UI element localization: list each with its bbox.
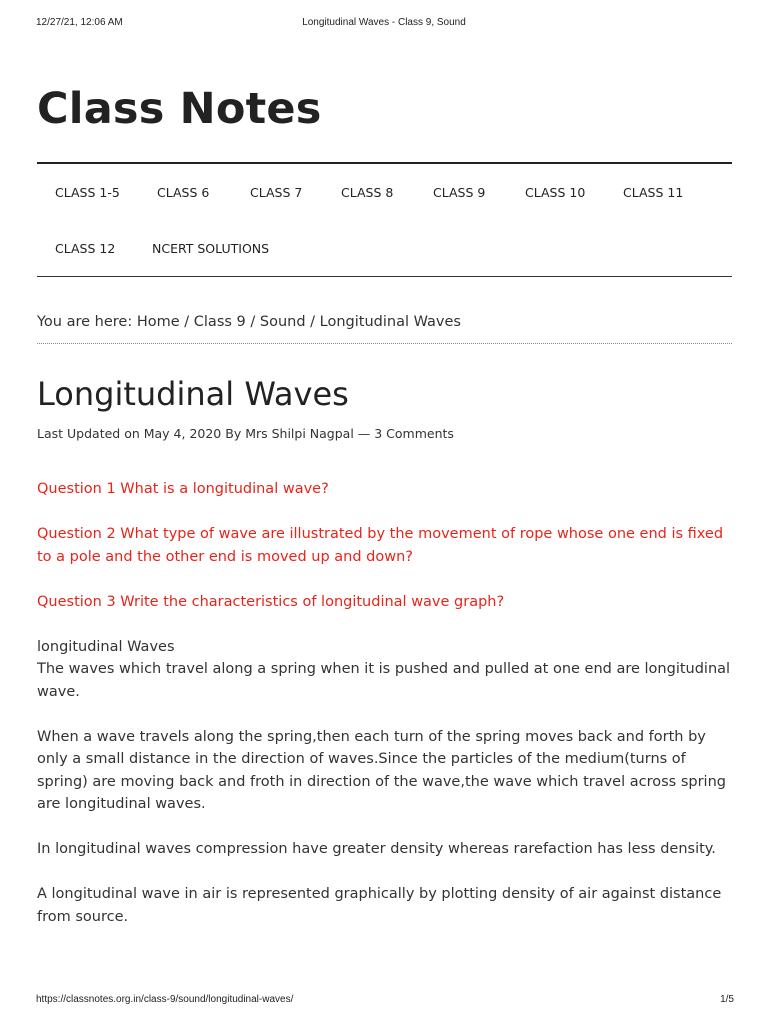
- breadcrumb-prefix: You are here:: [37, 314, 137, 330]
- nav-item-class-1-5[interactable]: CLASS 1-5: [55, 184, 120, 200]
- paragraph-1: The waves which travel along a spring when it is pushed and pulled at one end are longitudinal wave.: [37, 661, 731, 700]
- breadcrumb-divider: [37, 343, 732, 344]
- paragraph-4: A longitudinal wave in air is represented graphically by plotting density of air against distance from source.: [37, 886, 722, 925]
- section-heading-line: longitudinal Waves: [37, 638, 175, 655]
- print-header: [0, 17, 768, 31]
- nav-item-class-11[interactable]: CLASS 11: [623, 184, 684, 200]
- nav-item-class-12[interactable]: CLASS 12: [55, 240, 116, 256]
- meta-dash: —: [353, 426, 375, 441]
- breadcrumb-home[interactable]: Home: [136, 314, 180, 330]
- paragraph-3: In longitudinal waves compression have greater density whereas rarefaction has less density.: [37, 841, 716, 857]
- nav-item-class-9[interactable]: CLASS 9: [433, 184, 486, 200]
- breadcrumb-current: Longitudinal Waves: [319, 314, 461, 330]
- breadcrumb-separator: /: [305, 314, 320, 330]
- nav-divider: [37, 276, 732, 277]
- comments-link[interactable]: 3 Comments: [374, 426, 454, 441]
- question-1[interactable]: Question 1 What is a longitudinal wave?: [37, 481, 329, 497]
- site-title[interactable]: Class Notes: [37, 84, 322, 134]
- meta-by: By: [221, 426, 246, 441]
- print-page-number: 1/5: [720, 994, 734, 1005]
- meta-prefix: Last Updated on: [37, 426, 144, 441]
- print-datetime: 12/27/21, 12:06 AM: [36, 17, 123, 28]
- post-meta: [37, 426, 454, 441]
- post-content: [37, 478, 737, 951]
- post-author[interactable]: Mrs Shilpi Nagpal: [245, 426, 354, 441]
- post-date: May 4, 2020: [143, 426, 222, 441]
- nav-item-ncert-solutions[interactable]: NCERT SOLUTIONS: [152, 240, 270, 256]
- question-3[interactable]: Question 3 Write the characteristics of longitudinal wave graph?: [37, 593, 505, 610]
- nav-item-class-7[interactable]: CLASS 7: [250, 184, 303, 200]
- question-2[interactable]: Question 2 What type of wave are illustrated by the movement of rope whose one end is fixed to a pole and the other end is moved up and down?: [37, 526, 724, 565]
- breadcrumb-sound[interactable]: Sound: [259, 314, 306, 330]
- breadcrumb-separator: /: [179, 314, 194, 330]
- nav-item-class-8[interactable]: CLASS 8: [341, 184, 394, 200]
- nav-item-class-10[interactable]: CLASS 10: [525, 184, 586, 200]
- breadcrumb-class-9[interactable]: Class 9: [193, 314, 246, 330]
- paragraph-2: When a wave travels along the spring,then each turn of the spring moves back and forth by only a small distance in the direction of waves.Since the particles of the medium(turns of spring) are moving back and froth in direction of the wave,the wave which travel across spring are longitudinal waves.: [37, 728, 726, 812]
- breadcrumb-separator: /: [245, 314, 260, 330]
- header-divider: [37, 162, 732, 164]
- intro-paragraph: [37, 636, 737, 704]
- print-url: https://classnotes.org.in/class-9/sound/longitudinal-waves/: [36, 994, 294, 1005]
- breadcrumb: [37, 314, 461, 330]
- print-page-title: Longitudinal Waves - Class 9, Sound: [302, 17, 466, 28]
- post-title: Longitudinal Waves: [37, 375, 349, 413]
- nav-item-class-6[interactable]: CLASS 6: [157, 184, 210, 200]
